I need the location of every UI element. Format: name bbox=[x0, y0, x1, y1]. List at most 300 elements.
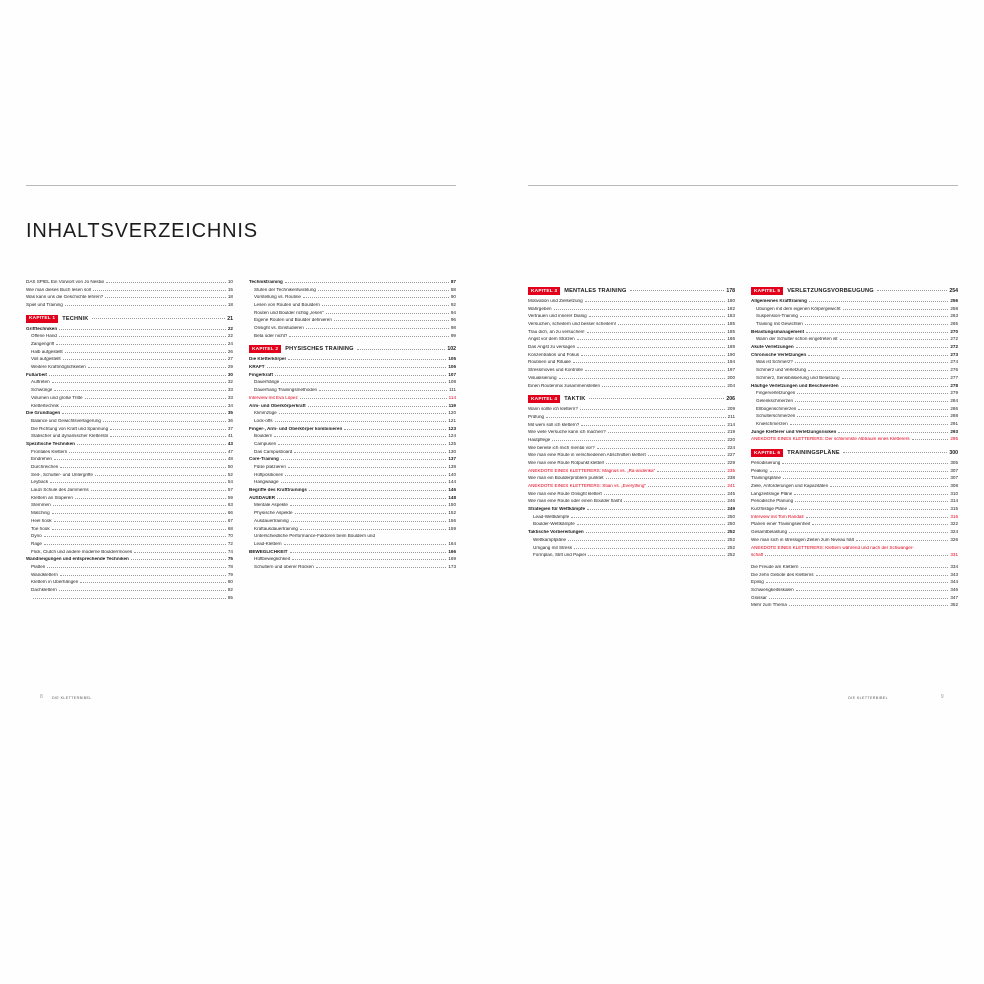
toc-chapter-heading[interactable] bbox=[26, 315, 233, 323]
toc-entry-label: Training mit Gewichten bbox=[756, 322, 803, 327]
toc-entry-label: Konzentration und Fokus bbox=[528, 352, 580, 357]
leader-dots bbox=[292, 558, 446, 560]
toc-entry-label: Finger-, Arm- und Oberkörper kombinieren bbox=[249, 426, 343, 431]
leader-dots bbox=[606, 477, 726, 479]
toc-entry-page-number: 130 bbox=[448, 448, 456, 454]
toc-entry-page-number: 75 bbox=[227, 556, 233, 562]
toc-entry[interactable] bbox=[528, 476, 735, 481]
toc-entry[interactable] bbox=[751, 437, 958, 442]
toc-entry[interactable] bbox=[528, 430, 735, 435]
toc-entry[interactable] bbox=[26, 542, 233, 547]
toc-entry[interactable] bbox=[249, 380, 456, 385]
toc-entry[interactable] bbox=[751, 603, 958, 608]
toc-entry-page-number: 272 bbox=[950, 344, 958, 350]
leader-dots bbox=[110, 435, 226, 437]
toc-entry-label: Heel hook bbox=[31, 518, 52, 523]
toc-entry[interactable] bbox=[528, 368, 735, 373]
toc-entry[interactable] bbox=[249, 465, 456, 470]
leader-dots bbox=[281, 381, 446, 383]
toc-entry-page-number: 238 bbox=[727, 475, 735, 481]
toc-entry[interactable] bbox=[528, 553, 735, 558]
toc-entry-page-number: 52 bbox=[227, 471, 233, 477]
leader-dots bbox=[91, 489, 226, 491]
toc-entry[interactable] bbox=[751, 353, 958, 358]
toc-entry[interactable] bbox=[249, 365, 456, 370]
toc-entry-page-number: 279 bbox=[950, 390, 958, 396]
toc-entry[interactable] bbox=[528, 515, 735, 520]
toc-entry[interactable] bbox=[26, 419, 233, 424]
toc-entry-label: Mentale Aspekte bbox=[254, 503, 288, 508]
toc-entry-page-number: 30 bbox=[227, 371, 233, 377]
leader-dots bbox=[812, 523, 948, 525]
toc-entry-label: Schultern und oberer Rücken bbox=[254, 564, 314, 569]
toc-entry-label: Arm- und Oberkörperkraft bbox=[249, 403, 306, 408]
toc-entry[interactable] bbox=[751, 565, 958, 570]
toc-entry[interactable] bbox=[249, 550, 456, 555]
toc-entry-page-number: 197 bbox=[727, 367, 735, 373]
toc-entry-label: Halb aufgestellt bbox=[31, 349, 63, 354]
leader-dots bbox=[54, 389, 225, 391]
toc-entry[interactable] bbox=[528, 376, 735, 381]
toc-entry[interactable] bbox=[528, 337, 735, 342]
toc-entry-label: Trau dich, an zu versuchen! bbox=[528, 329, 585, 334]
toc-entry[interactable] bbox=[249, 527, 456, 532]
toc-entry-label: Dyno bbox=[31, 534, 42, 539]
toc-entry[interactable] bbox=[528, 423, 735, 428]
toc-entry[interactable] bbox=[26, 450, 233, 455]
toc-entry[interactable] bbox=[26, 350, 233, 355]
toc-entry[interactable] bbox=[751, 580, 958, 585]
toc-entry[interactable] bbox=[751, 330, 958, 335]
toc-entry-page-number: 119 bbox=[448, 402, 456, 408]
toc-entry-page-number: 220 bbox=[727, 436, 735, 442]
toc-entry-label: Umgang mit Stress bbox=[533, 545, 573, 550]
toc-entry-label: Kurzfristige Pläne bbox=[751, 507, 788, 512]
toc-chapter-heading[interactable] bbox=[751, 449, 958, 457]
leader-dots bbox=[585, 300, 726, 302]
toc-entry[interactable] bbox=[249, 419, 456, 424]
toc-entry-label: Motivation und Zielsetzung bbox=[528, 298, 583, 303]
toc-entry[interactable] bbox=[26, 280, 233, 285]
toc-entry[interactable] bbox=[528, 522, 735, 527]
toc-entry[interactable] bbox=[249, 303, 456, 308]
leader-dots bbox=[795, 500, 948, 502]
toc-entry-page-number: 211 bbox=[727, 413, 735, 419]
leader-dots bbox=[589, 397, 725, 399]
toc-entry[interactable] bbox=[751, 407, 958, 412]
toc-entry[interactable] bbox=[26, 411, 233, 416]
toc-entry[interactable] bbox=[528, 330, 735, 335]
toc-entry[interactable] bbox=[249, 450, 456, 455]
toc-entry-label: Vertrauen und innerer Dialog bbox=[528, 314, 587, 319]
toc-entry[interactable] bbox=[528, 461, 735, 466]
toc-entry[interactable] bbox=[249, 519, 456, 524]
toc-entry-label: Onsight vs. Einstudieren bbox=[254, 326, 304, 331]
toc-entry-page-number: 59 bbox=[227, 494, 233, 500]
toc-entry-page-number: 331 bbox=[950, 552, 958, 558]
toc-entry-page-number: 124 bbox=[448, 433, 456, 439]
toc-entry-page-number: 35 bbox=[227, 410, 233, 416]
toc-entry-page-number: 123 bbox=[448, 425, 456, 431]
leader-dots bbox=[816, 574, 949, 576]
toc-entry[interactable] bbox=[26, 511, 233, 516]
toc-entry[interactable] bbox=[26, 503, 233, 508]
toc-entry[interactable] bbox=[26, 295, 233, 300]
toc-entry-page-number: 229 bbox=[727, 459, 735, 465]
toc-entry[interactable] bbox=[26, 357, 233, 362]
toc-entry-label: Stufen der Technikentwicklung bbox=[254, 287, 316, 292]
leader-dots bbox=[856, 539, 948, 541]
toc-entry[interactable] bbox=[249, 404, 456, 409]
toc-entry-page-number: 70 bbox=[227, 533, 233, 539]
toc-entry-label: Versuchen, scheitern und besser scheitern! bbox=[528, 322, 617, 327]
toc-entry[interactable] bbox=[26, 527, 233, 532]
toc-entry[interactable] bbox=[249, 326, 456, 331]
toc-entry[interactable] bbox=[751, 376, 958, 381]
toc-entry[interactable] bbox=[26, 396, 233, 401]
toc-entry[interactable] bbox=[528, 538, 735, 543]
toc-entry-page-number: 156 bbox=[448, 517, 456, 523]
toc-entry-label: Die Freude am Klettern bbox=[751, 564, 799, 569]
toc-entry[interactable] bbox=[26, 557, 233, 562]
toc-entry[interactable] bbox=[249, 442, 456, 447]
toc-entry[interactable] bbox=[249, 480, 456, 485]
toc-entry-page-number: 27 bbox=[227, 356, 233, 362]
toc-entry[interactable] bbox=[249, 434, 456, 439]
toc-entry[interactable] bbox=[249, 411, 456, 416]
toc-entry[interactable] bbox=[751, 461, 958, 466]
toc-entry-page-number: 185 bbox=[727, 328, 735, 334]
toc-entry[interactable] bbox=[26, 404, 233, 409]
toc-entry[interactable] bbox=[751, 391, 958, 396]
toc-entry-page-number: 96 bbox=[450, 317, 456, 323]
leader-dots bbox=[808, 369, 948, 371]
toc-entry-page-number: 169 bbox=[448, 556, 456, 562]
toc-entry[interactable] bbox=[528, 407, 735, 412]
leader-dots bbox=[54, 458, 226, 460]
leader-dots bbox=[568, 539, 725, 541]
toc-entry-label: Periodische Planung bbox=[751, 499, 794, 504]
toc-entry[interactable] bbox=[26, 596, 233, 601]
toc-entry[interactable] bbox=[26, 496, 233, 501]
toc-entry[interactable] bbox=[528, 469, 735, 474]
toc-entry[interactable] bbox=[751, 515, 958, 520]
leader-dots bbox=[794, 493, 948, 495]
toc-entry[interactable] bbox=[249, 280, 456, 285]
toc-entry[interactable] bbox=[528, 384, 735, 389]
toc-entry[interactable] bbox=[751, 299, 958, 304]
toc-entry[interactable] bbox=[528, 438, 735, 443]
toc-entry[interactable] bbox=[751, 476, 958, 481]
leader-dots bbox=[377, 536, 454, 537]
toc-entry[interactable] bbox=[528, 507, 735, 512]
toc-entry[interactable] bbox=[26, 427, 233, 432]
toc-entry-page-number: 307 bbox=[950, 467, 958, 473]
toc-entry-label: Übungen mit dem eigenen Körpergewicht bbox=[756, 306, 841, 311]
toc-entry[interactable] bbox=[528, 446, 735, 451]
toc-entry[interactable] bbox=[528, 546, 735, 551]
toc-entry-label: Unterschiedliche Performance-Faktoren beim Bouldern und bbox=[254, 534, 376, 539]
toc-entry[interactable] bbox=[249, 565, 456, 570]
toc-entry-label: Wie man eine Route in verschiedenen Abschnitten klettert bbox=[528, 453, 646, 458]
toc-entry-page-number: 344 bbox=[950, 579, 958, 585]
leader-dots bbox=[877, 289, 948, 291]
toc-entry[interactable] bbox=[528, 307, 735, 312]
toc-entry-page-number: 276 bbox=[950, 367, 958, 373]
toc-entry[interactable] bbox=[751, 345, 958, 350]
toc-entry[interactable] bbox=[249, 473, 456, 478]
leader-dots bbox=[782, 462, 948, 464]
leader-dots bbox=[69, 451, 226, 453]
leader-dots bbox=[830, 485, 948, 487]
toc-entry[interactable] bbox=[751, 573, 958, 578]
toc-entry-label: Lead-Klettern bbox=[254, 541, 282, 546]
toc-entry-page-number: 246 bbox=[727, 498, 735, 504]
toc-entry-page-number: 200 bbox=[727, 374, 735, 380]
leader-dots bbox=[288, 466, 446, 468]
leader-dots bbox=[278, 443, 446, 445]
toc-entry-label: Stressmoves und Kontrolle bbox=[528, 368, 583, 373]
toc-entry[interactable] bbox=[751, 484, 958, 489]
leader-dots bbox=[319, 389, 447, 391]
toc-entry-page-number: 286 bbox=[950, 405, 958, 411]
leader-dots bbox=[801, 566, 949, 568]
toc-entry[interactable] bbox=[528, 484, 735, 489]
toc-entry-label: Hüftbeweglichkeit bbox=[254, 557, 291, 562]
toc-entry-page-number: 32 bbox=[227, 379, 233, 385]
toc-entry[interactable] bbox=[751, 546, 958, 551]
leader-dots bbox=[790, 423, 949, 425]
toc-entry[interactable] bbox=[26, 442, 233, 447]
toc-entry[interactable] bbox=[26, 519, 233, 524]
toc-entry[interactable] bbox=[751, 337, 958, 342]
toc-entry[interactable] bbox=[751, 596, 958, 601]
toc-entry[interactable] bbox=[26, 550, 233, 555]
toc-entry-label: Mit wem soll ich klettern? bbox=[528, 422, 580, 427]
leader-dots bbox=[602, 385, 725, 387]
toc-entry[interactable] bbox=[751, 314, 958, 319]
toc-entry[interactable] bbox=[249, 396, 456, 401]
toc-entry[interactable] bbox=[249, 542, 456, 547]
toc-entry-label: Hüftpositionen bbox=[254, 472, 284, 477]
toc-entry-label: Periodisierung bbox=[751, 460, 781, 465]
toc-entry[interactable] bbox=[751, 384, 958, 389]
leader-dots bbox=[808, 354, 948, 356]
toc-entry[interactable] bbox=[26, 365, 233, 370]
toc-entry-page-number: 185 bbox=[727, 321, 735, 327]
toc-entry[interactable] bbox=[528, 314, 735, 319]
toc-entry[interactable] bbox=[26, 480, 233, 485]
toc-entry[interactable] bbox=[249, 503, 456, 508]
toc-entry[interactable] bbox=[26, 588, 233, 593]
toc-entry[interactable] bbox=[249, 388, 456, 393]
toc-entry[interactable] bbox=[249, 295, 456, 300]
toc-entry[interactable] bbox=[751, 414, 958, 419]
leader-dots bbox=[60, 574, 226, 576]
toc-entry-page-number: 159 bbox=[448, 525, 456, 531]
toc-entry-label: Voll aufgestellt bbox=[31, 357, 61, 362]
toc-entry[interactable] bbox=[26, 457, 233, 462]
leader-dots bbox=[840, 338, 949, 340]
leader-dots bbox=[52, 528, 226, 530]
chapter-tag: KAPITEL 3 bbox=[528, 287, 560, 295]
toc-entry[interactable] bbox=[751, 360, 958, 365]
leader-dots bbox=[85, 397, 226, 399]
leader-dots bbox=[769, 597, 949, 599]
leader-dots bbox=[588, 554, 725, 556]
toc-entry[interactable] bbox=[751, 307, 958, 312]
toc-entry-page-number: 293 bbox=[950, 428, 958, 434]
toc-entry-label: Das Angst zu versagen bbox=[528, 345, 576, 350]
toc-entry[interactable] bbox=[751, 430, 958, 435]
toc-entry[interactable] bbox=[249, 534, 456, 539]
toc-entry[interactable] bbox=[528, 345, 735, 350]
toc-entry[interactable] bbox=[26, 473, 233, 478]
toc-entry[interactable] bbox=[528, 415, 735, 420]
toc-entry-page-number: 209 bbox=[727, 406, 735, 412]
toc-entry[interactable] bbox=[751, 588, 958, 593]
toc-chapter-heading[interactable] bbox=[249, 345, 456, 353]
toc-entry-page-number: 125 bbox=[448, 440, 456, 446]
toc-entry[interactable] bbox=[249, 311, 456, 316]
toc-entry[interactable] bbox=[751, 522, 958, 527]
toc-entry-label: Formplan, Stift und Papier bbox=[533, 553, 587, 558]
toc-entry-label: Dachklettern bbox=[31, 588, 57, 593]
toc-entry[interactable] bbox=[751, 538, 958, 543]
leader-dots bbox=[75, 497, 226, 499]
toc-entry-label: Campusen bbox=[254, 441, 277, 446]
toc-entry-label: Wie man dieses Buch lesen soll bbox=[26, 287, 91, 292]
toc-entry-page-number: 166 bbox=[448, 548, 456, 554]
toc-entry-page-number: 284 bbox=[950, 397, 958, 403]
chapter-name: TECHNIK bbox=[62, 315, 89, 322]
toc-entry[interactable] bbox=[751, 469, 958, 474]
toc-entry-page-number: 41 bbox=[227, 433, 233, 439]
toc-entry[interactable] bbox=[249, 511, 456, 516]
toc-entry[interactable] bbox=[249, 457, 456, 462]
leader-dots bbox=[577, 523, 726, 525]
toc-entry[interactable] bbox=[26, 434, 233, 439]
leader-dots bbox=[587, 331, 726, 333]
toc-entry[interactable] bbox=[528, 530, 735, 535]
toc-entry-page-number: 33 bbox=[227, 387, 233, 393]
toc-entry[interactable] bbox=[26, 327, 233, 332]
toc-entry[interactable] bbox=[26, 334, 233, 339]
toc-entry-label: Matching bbox=[31, 511, 50, 516]
toc-entry[interactable] bbox=[26, 288, 233, 293]
toc-entry-label: Seit-, Schulter- und Untergriffe bbox=[31, 472, 93, 477]
toc-entry[interactable] bbox=[26, 534, 233, 539]
toc-chapter-heading[interactable] bbox=[528, 395, 735, 403]
toc-entry[interactable] bbox=[26, 580, 233, 585]
toc-entry[interactable] bbox=[26, 573, 233, 578]
toc-entry[interactable] bbox=[751, 492, 958, 497]
toc-entry[interactable] bbox=[249, 488, 456, 493]
toc-entry-label: Klettern an Sloperen bbox=[31, 495, 73, 500]
toc-entry[interactable] bbox=[249, 496, 456, 501]
toc-chapter-heading[interactable] bbox=[751, 287, 958, 295]
leader-dots bbox=[275, 374, 446, 376]
toc-entry[interactable] bbox=[528, 322, 735, 327]
toc-entry[interactable] bbox=[528, 492, 735, 497]
toc-entry-label: DAS SPIEL Ein Vorwort von Jo Nesbø bbox=[26, 280, 104, 284]
footer-label-left: DIE KLETTERBIBEL bbox=[52, 696, 92, 700]
leader-dots bbox=[322, 304, 449, 306]
toc-entry[interactable] bbox=[26, 565, 233, 570]
leader-dots bbox=[291, 520, 447, 522]
toc-entry[interactable] bbox=[249, 357, 456, 362]
toc-entry[interactable] bbox=[26, 373, 233, 378]
leader-dots bbox=[65, 304, 226, 306]
toc-entry[interactable] bbox=[528, 360, 735, 365]
toc-entry[interactable] bbox=[528, 353, 735, 358]
leader-dots bbox=[281, 481, 447, 483]
toc-entry[interactable] bbox=[528, 453, 735, 458]
toc-entry[interactable] bbox=[751, 530, 958, 535]
toc-entry-label: schaft bbox=[751, 553, 764, 558]
toc-entry-page-number: 66 bbox=[227, 510, 233, 516]
toc-chapter-heading[interactable] bbox=[528, 287, 735, 295]
toc-entry[interactable] bbox=[528, 499, 735, 504]
toc-entry[interactable] bbox=[751, 507, 958, 512]
toc-entry-page-number: 120 bbox=[448, 410, 456, 416]
toc-entry-page-number: 214 bbox=[727, 421, 735, 427]
leader-dots bbox=[334, 319, 449, 321]
toc-entry-page-number: 252 bbox=[727, 536, 735, 542]
toc-entry[interactable] bbox=[751, 499, 958, 504]
toc-entry[interactable] bbox=[751, 322, 958, 327]
toc-entry-page-number: 144 bbox=[448, 479, 456, 485]
toc-entry-label: Die Kletterkörper bbox=[249, 357, 287, 362]
leader-dots bbox=[285, 281, 449, 283]
toc-entry[interactable] bbox=[26, 388, 233, 393]
toc-entry[interactable] bbox=[249, 318, 456, 323]
toc-entry-label: Chronische Verletzungen bbox=[751, 352, 807, 357]
toc-entry-label: Akute Verletzungen bbox=[751, 345, 794, 350]
leader-dots bbox=[284, 543, 447, 545]
leader-dots bbox=[110, 428, 226, 430]
toc-entry[interactable] bbox=[26, 380, 233, 385]
leader-dots bbox=[842, 377, 949, 379]
toc-entry-label: Eigene Routen und Boulder definieren bbox=[254, 318, 332, 323]
toc-entry[interactable] bbox=[26, 303, 233, 308]
toc-entry-page-number: 288 bbox=[950, 413, 958, 419]
chapter-page-number: 21 bbox=[227, 315, 233, 322]
toc-entry[interactable] bbox=[249, 288, 456, 293]
page-title: INHALTSVERZEICHNIS bbox=[26, 220, 258, 242]
toc-entry[interactable] bbox=[26, 488, 233, 493]
toc-entry[interactable] bbox=[751, 399, 958, 404]
toc-entry[interactable] bbox=[249, 557, 456, 562]
toc-entry-label: Wann sollte ich klettern? bbox=[528, 407, 578, 412]
toc-entry-page-number: 272 bbox=[950, 336, 958, 342]
leader-dots bbox=[806, 516, 949, 518]
toc-entry[interactable] bbox=[26, 465, 233, 470]
toc-entry-page-number: 88 bbox=[450, 286, 456, 292]
toc-entry[interactable] bbox=[249, 427, 456, 432]
toc-entry-label: Eindrehen bbox=[31, 457, 52, 462]
toc-entry[interactable] bbox=[751, 553, 958, 558]
toc-columns-left bbox=[26, 280, 456, 603]
toc-entry[interactable] bbox=[528, 299, 735, 304]
toc-entry[interactable] bbox=[26, 342, 233, 347]
toc-entry-label: Bouldern bbox=[254, 434, 273, 439]
toc-entry[interactable] bbox=[751, 422, 958, 427]
toc-entry[interactable] bbox=[249, 373, 456, 378]
toc-entry[interactable] bbox=[249, 334, 456, 339]
leader-dots bbox=[795, 361, 948, 363]
toc-entry[interactable] bbox=[751, 368, 958, 373]
